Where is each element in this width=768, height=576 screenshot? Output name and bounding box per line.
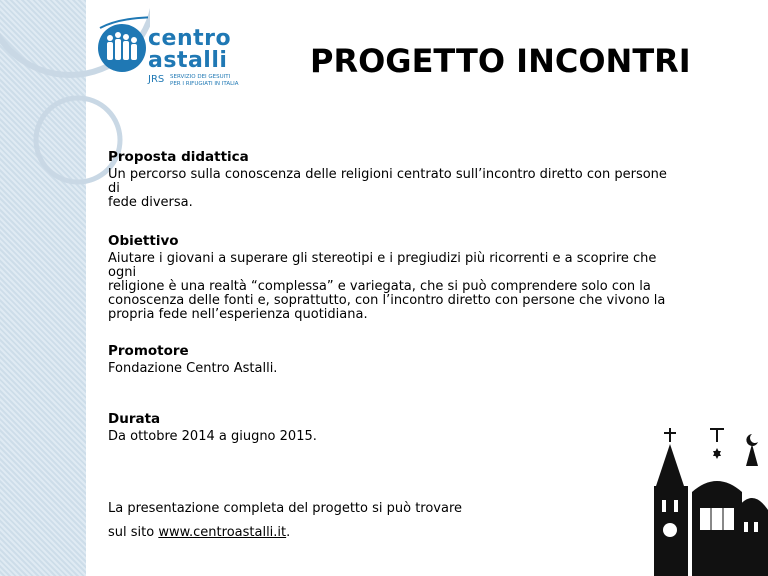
footer-note — [108, 502, 668, 540]
section-body-line: propria fede nell’esperienza quotidiana. — [108, 307, 368, 322]
section-heading: Durata — [108, 411, 161, 427]
footer-prefix: sul sito — [108, 525, 159, 540]
section-durata — [108, 412, 668, 444]
section-body-line: Un percorso sulla conoscenza delle religioni centrato sull’incontro diretto con persone di — [108, 167, 667, 196]
page-title: PROGETTO INCONTRI — [310, 42, 691, 80]
footer-suffix: . — [286, 525, 291, 540]
logo-word-centro: centro — [148, 26, 232, 51]
website-link[interactable]: www.centroastalli.it — [158, 525, 287, 540]
footer-line-2 — [108, 526, 668, 540]
section-heading: Proposta didattica — [108, 149, 249, 165]
section-proposta — [108, 150, 668, 210]
logo-subtitle-1: SERVIZIO DEI GESUITI — [170, 74, 231, 80]
logo-subtitle-2: PER I RIFUGIATI IN ITALIA — [170, 81, 239, 87]
section-obiettivo — [108, 234, 668, 322]
logo-figures-icon — [96, 14, 148, 74]
footer-line-1: La presentazione completa del progetto si può trovare — [108, 501, 463, 516]
section-body-line: Da ottobre 2014 a giugno 2015. — [108, 429, 317, 444]
logo-jrs: JRS — [148, 74, 165, 85]
section-body-line: religione è una realtà “complessa” e variegata, che si può comprendere solo con la — [108, 279, 651, 294]
section-heading: Obiettivo — [108, 233, 179, 249]
centro-astalli-logo — [96, 10, 246, 90]
section-body-line: Fondazione Centro Astalli. — [108, 361, 278, 376]
section-body-line: conoscenza delle fonti e, soprattutto, con l’incontro diretto con persone che vivono la — [108, 293, 666, 308]
section-body-line: Aiutare i giovani a superare gli stereotipi e i pregiudizi più ricorrenti e a scoprire che ogni — [108, 251, 657, 280]
section-heading: Promotore — [108, 343, 189, 359]
religious-buildings-illustration — [648, 426, 768, 576]
section-body-line: fede diversa. — [108, 195, 193, 210]
logo-word-astalli: astalli — [148, 48, 228, 73]
section-promotore — [108, 344, 668, 376]
